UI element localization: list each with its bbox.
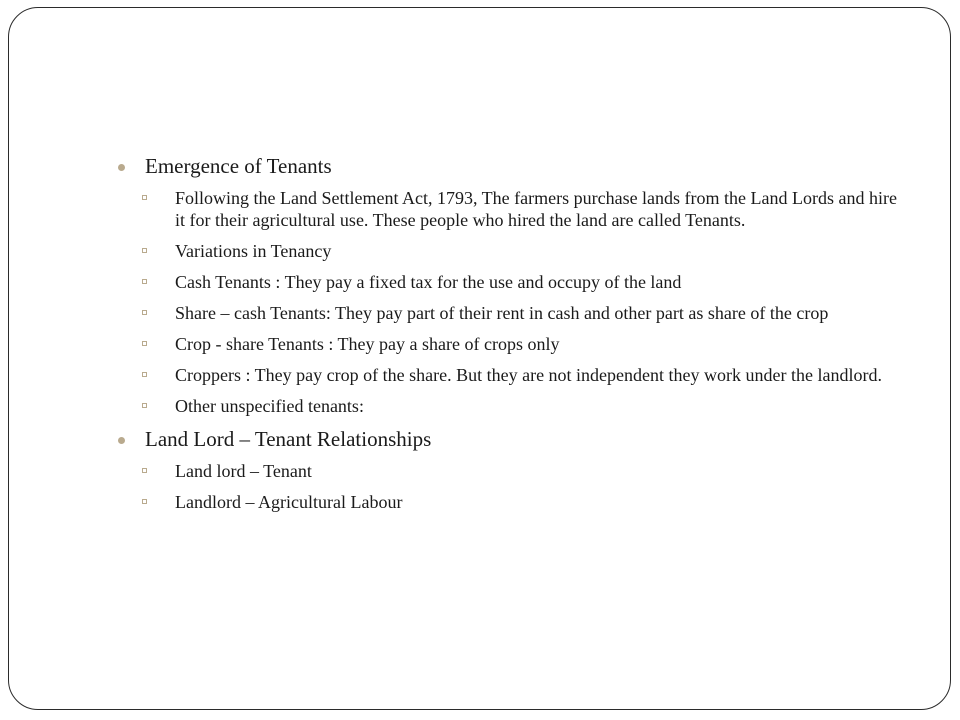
slide-content [118, 153, 898, 522]
section-heading: Land Lord – Tenant Relationships [145, 427, 432, 451]
level2-bullet [118, 364, 898, 386]
bullet-text: Croppers : They pay crop of the share. But they are not independent they work under the landlord. [175, 365, 882, 385]
level2-bullet [118, 302, 898, 324]
bullet-text: Share – cash Tenants: They pay part of their rent in cash and other part as share of the crop [175, 303, 829, 323]
level2-bullet [118, 460, 898, 482]
section-emergence-of-tenants [118, 153, 898, 417]
level1-bullet [118, 153, 898, 180]
square-bullet-icon [142, 248, 147, 253]
level1-bullet [118, 426, 898, 453]
round-bullet-icon [118, 164, 125, 171]
bullet-text: Crop - share Tenants : They pay a share of crops only [175, 334, 560, 354]
bullet-text: Land lord – Tenant [175, 461, 312, 481]
level2-bullet [118, 240, 898, 262]
square-bullet-icon [142, 341, 147, 346]
section-landlord-tenant-relationships [118, 426, 898, 513]
level2-bullet [118, 333, 898, 355]
square-bullet-icon [142, 499, 147, 504]
level2-bullet [118, 187, 898, 231]
level2-bullet [118, 491, 898, 513]
level2-bullet [118, 271, 898, 293]
square-bullet-icon [142, 310, 147, 315]
square-bullet-icon [142, 403, 147, 408]
square-bullet-icon [142, 195, 147, 200]
section-heading: Emergence of Tenants [145, 154, 332, 178]
level2-bullet [118, 395, 898, 417]
bullet-text: Following the Land Settlement Act, 1793, The farmers purchase lands from the Land Lords and hire it for their agricultural use. These people who hired the land are called Tenants. [175, 188, 897, 230]
square-bullet-icon [142, 279, 147, 284]
bullet-text: Cash Tenants : They pay a fixed tax for the use and occupy of the land [175, 272, 682, 292]
square-bullet-icon [142, 372, 147, 377]
round-bullet-icon [118, 437, 125, 444]
bullet-text: Other unspecified tenants: [175, 396, 364, 416]
bullet-text: Landlord – Agricultural Labour [175, 492, 403, 512]
square-bullet-icon [142, 468, 147, 473]
bullet-text: Variations in Tenancy [175, 241, 332, 261]
